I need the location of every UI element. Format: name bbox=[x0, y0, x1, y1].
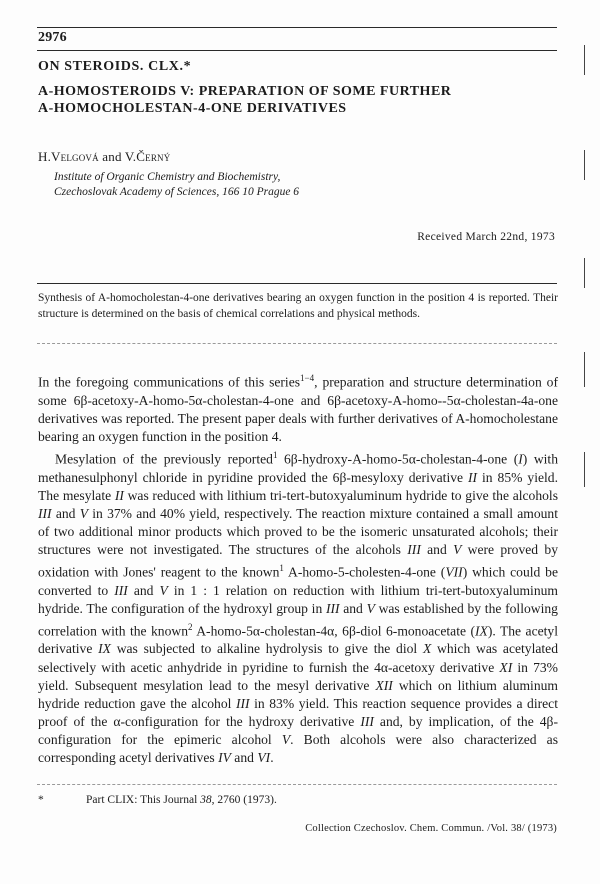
scan-edge-mark bbox=[584, 352, 585, 387]
footnote-rule bbox=[37, 784, 557, 785]
compound-label: IX bbox=[98, 641, 111, 657]
compound-label: XII bbox=[375, 677, 393, 693]
compound-label: X bbox=[422, 641, 432, 657]
compound-label: V bbox=[79, 505, 89, 521]
scan-edge-mark bbox=[584, 258, 585, 288]
affiliation bbox=[54, 170, 299, 200]
article-title bbox=[38, 83, 451, 117]
affiliation-line-1: Institute of Organic Chemistry and Biochemistry, bbox=[54, 171, 281, 183]
compound-label: II bbox=[114, 487, 124, 503]
paragraph-1: In the foregoing communications of this series$^{1-4}$, preparation and structure determination of some 6β-acetoxy-A-homo-5α-cholestan-4-one and 6β-acetoxy-A-homo--5α-cholestan-4a-one derivatives was reported. The present paper deals with further derivatives of A-homocholestane bearing an oxygen function in the position 4. bbox=[38, 373, 558, 444]
abstract-top-rule bbox=[37, 283, 557, 284]
scan-edge-mark bbox=[584, 45, 585, 75]
compound-label: III bbox=[38, 505, 52, 521]
journal-volume: 38 bbox=[200, 794, 212, 806]
compound-label: V bbox=[453, 541, 462, 557]
article-body bbox=[38, 369, 558, 767]
compound-label: III bbox=[114, 582, 128, 598]
scan-edge-mark bbox=[584, 150, 585, 180]
compound-label: IX bbox=[474, 623, 488, 639]
author-1: H.Velgová bbox=[38, 149, 99, 164]
affiliation-line-2: Czechoslovak Academy of Sciences, 166 10 Prague 6 bbox=[54, 186, 300, 198]
authors bbox=[38, 149, 170, 165]
compound-label: III bbox=[235, 695, 250, 711]
top-rule bbox=[37, 27, 557, 28]
compound-label: V bbox=[159, 582, 168, 598]
compound-label: V bbox=[281, 731, 291, 747]
abstract-bottom-rule bbox=[37, 343, 557, 344]
compound-label: II bbox=[468, 469, 478, 485]
paragraph-2: Mesylation of the previously reported$^1$ 6β-hydroxy-A-homo-5α-cholestan-4-one (I) with methanesulphonyl chloride in pyridine provided the 6β-mesyloxy derivative II in 85% yield. The mesylate II was reduced with lithium tri-tert-butoxyaluminum hydride to give the alcohols III and V in 37% and 40% yield, respectively. The reaction mixture contained a small amount of two additional minor products which proved to be the isomeric unsaturated alcohols; their structures were not investigated. The structures of the alcohols III and V were proved by oxidation with Jones' reagent to the known$^1$ A-homo-5-cholesten-4-one (VII) which could be converted to III and V in 1 : 1 relation on reduction with lithium tri-tert-butoxyaluminum hydride. The configuration of the hydroxyl group in III and V was established by the following correlation with the known$^2$ A-homo-5α-cholestan-4α, 6β-diol 6-monoacetate (IX). The acetyl derivative IX was subjected to alkaline hydrolysis to give the diol X which was acetylated selectively with acetic anhydride in pyridine to furnish the 4α-acetoxy derivative XI in 73% yield. Subsequent mesylation lead to the mesyl derivative XII which on lithium aluminum hydride reduction gave the alcohol III in 83% yield. This reaction sequence provides a direct proof of the α-configuration for the hydroxy derivative III and, by implication, of the 4β-configuration for the epimeric alcohol V. Both alcohols were also characterized as corresponding acetyl derivatives IV and VI. bbox=[38, 449, 559, 765]
compound-label: III bbox=[360, 713, 374, 729]
reference-marker: 1 bbox=[272, 449, 278, 460]
title-line-1: A-HOMOSTEROIDS V: PREPARATION OF SOME FURTHER bbox=[38, 84, 452, 99]
compound-label: IV bbox=[218, 750, 231, 765]
reference-marker: 1−4 bbox=[300, 373, 315, 383]
compound-label: III bbox=[325, 600, 340, 616]
compound-label: VII bbox=[445, 564, 463, 580]
compound-label: VI bbox=[257, 750, 271, 765]
title-line-2: A-HOMOCHOLESTAN-4-ONE DERIVATIVES bbox=[38, 101, 347, 116]
compound-label: XI bbox=[499, 659, 513, 675]
footnote: * Part CLIX: This Journal 38, 2760 (1973). bbox=[38, 794, 277, 806]
compound-label: III bbox=[407, 541, 421, 557]
series-title: ON STEROIDS. CLX.* bbox=[38, 59, 192, 74]
reference-marker: 2 bbox=[188, 621, 193, 632]
compound-label: I bbox=[518, 451, 523, 467]
running-footer: Collection Czechoslov. Chem. Commun. /Vol. 38/ (1973) bbox=[305, 823, 557, 834]
abstract: Synthesis of A-homocholestan-4-one derivatives bearing an oxygen function in the position 4 is reported. Their structure is determined on the basis of chemical correlations and physical methods. bbox=[38, 292, 558, 320]
compound-label: V bbox=[366, 600, 375, 616]
received-date: Received March 22nd, 1973 bbox=[417, 231, 555, 243]
scan-edge-mark bbox=[584, 452, 585, 487]
reference-marker: 1 bbox=[279, 563, 284, 573]
header-rule bbox=[37, 50, 557, 51]
footnote-marker: * bbox=[38, 794, 44, 806]
page-number: 2976 bbox=[38, 30, 67, 45]
authors-conjunction: and bbox=[102, 149, 122, 164]
author-2: V.Černý bbox=[124, 149, 171, 164]
